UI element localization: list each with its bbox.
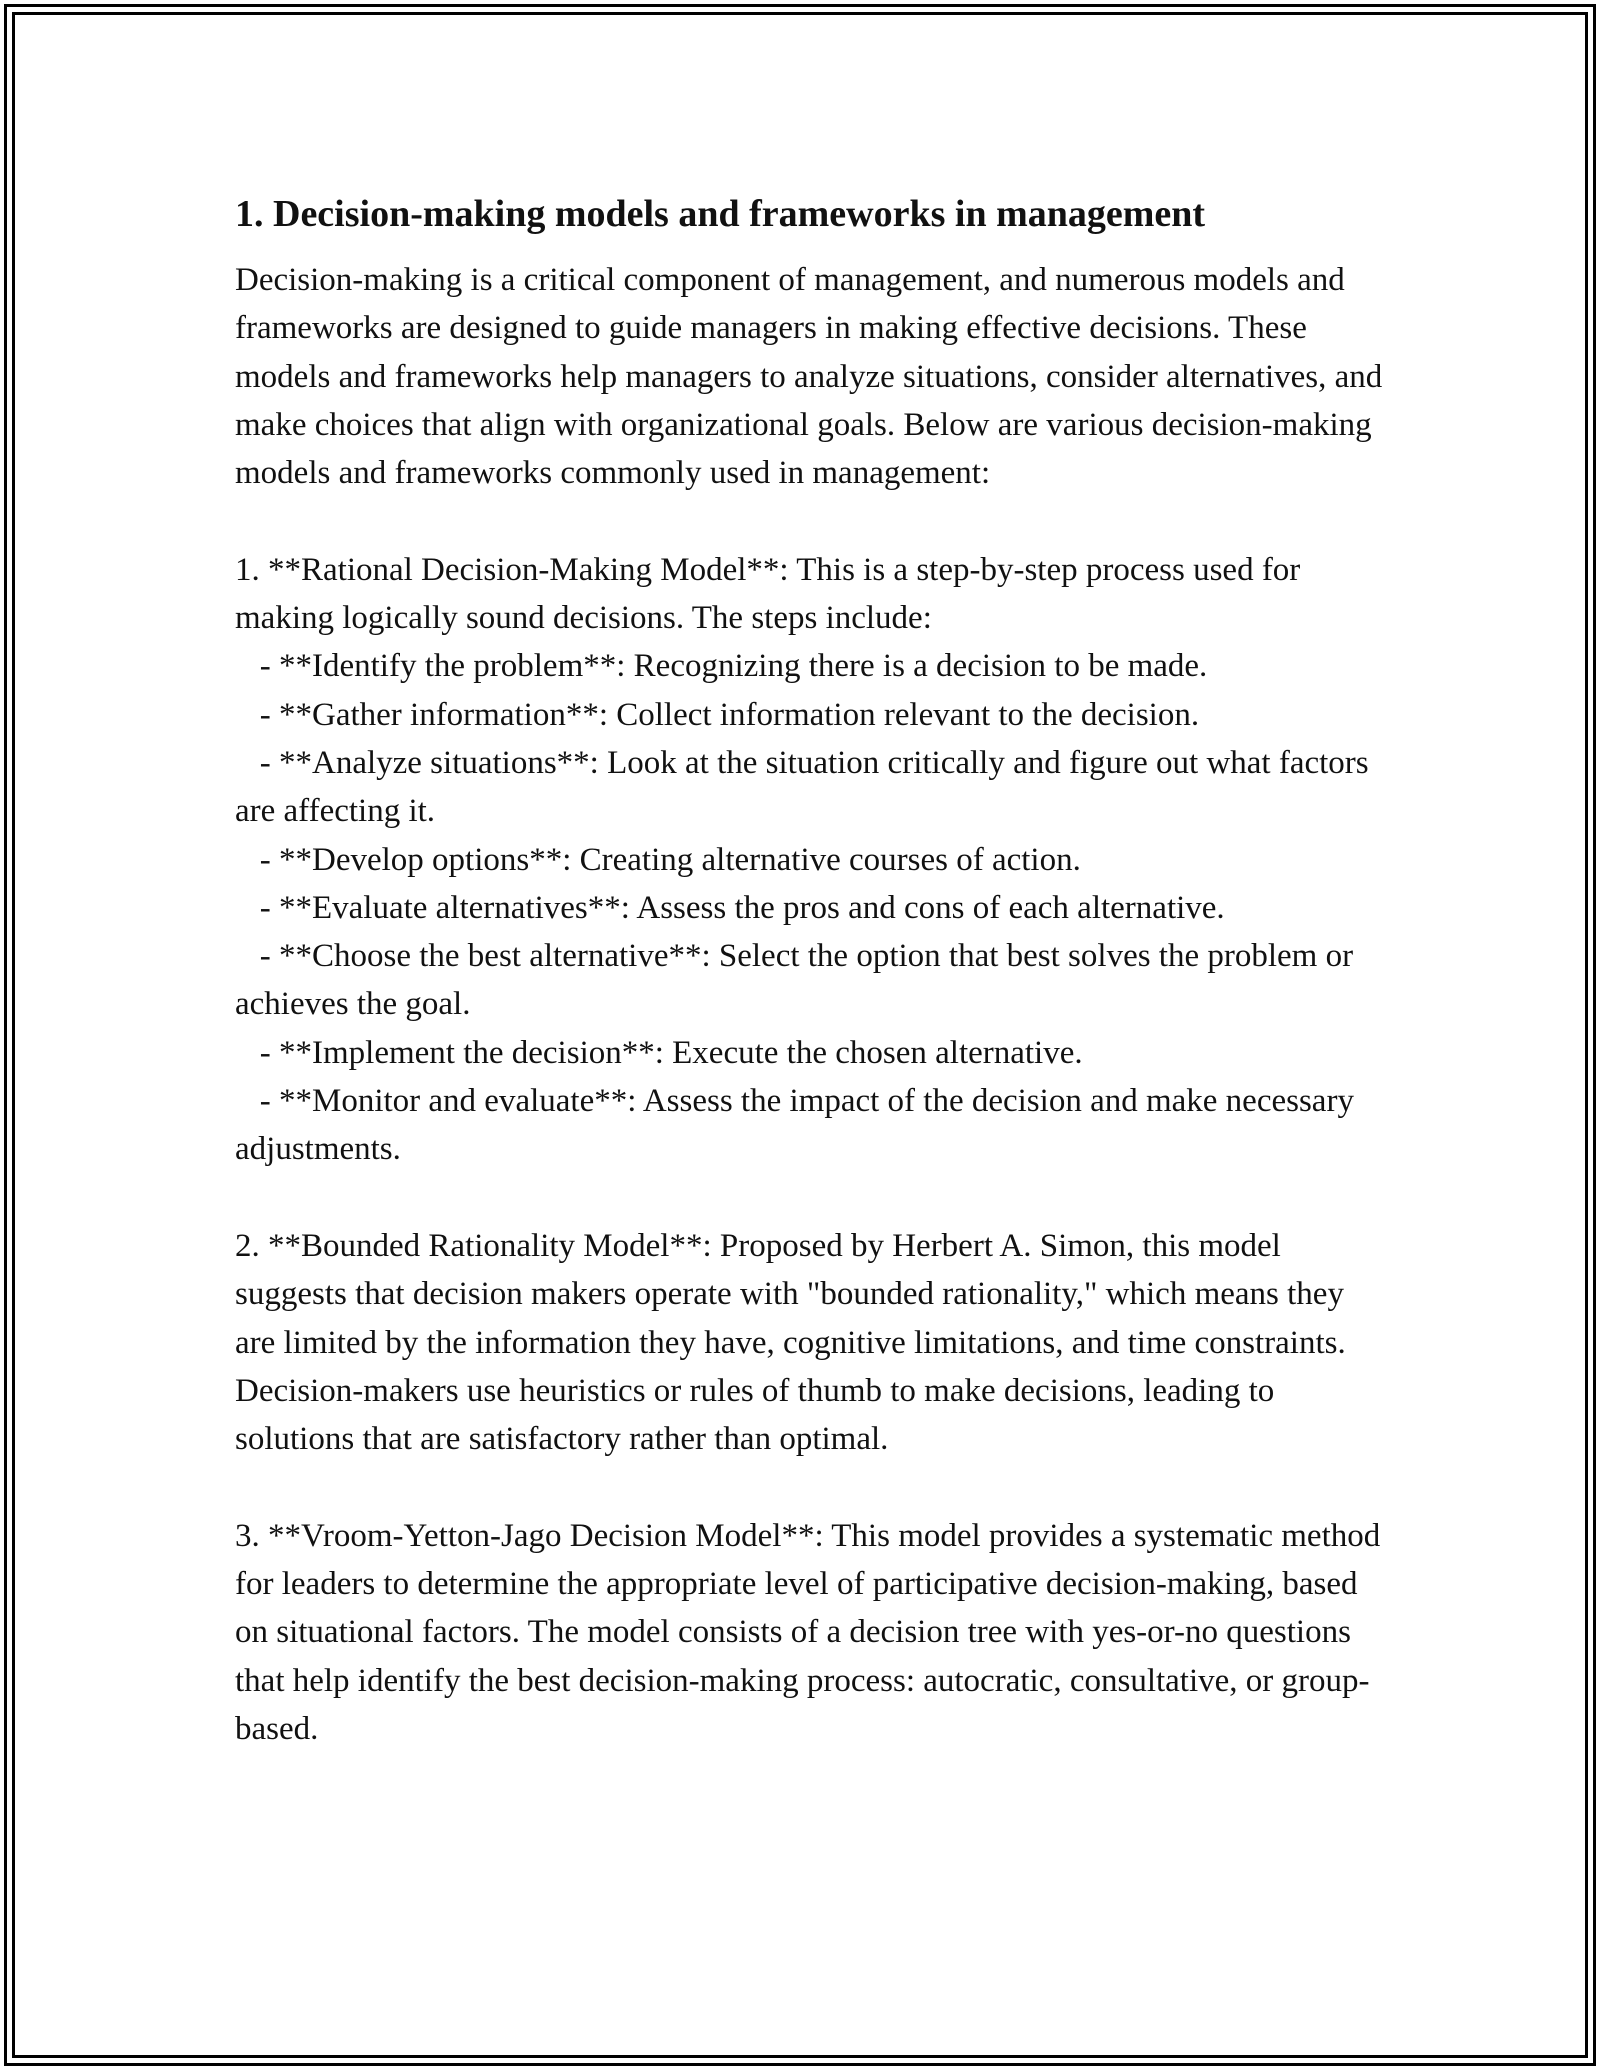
paragraph-gap	[235, 1463, 1385, 1511]
intro-paragraph: Decision-making is a critical component of management, and numerous models and frameworks are designed to guide managers in making effective decisions. These models and frameworks help managers to analyze situations, consider alternatives, and make choices that align with organizational goals. Below are various decision-making models and frameworks commonly used in management:	[235, 262, 1383, 492]
model-1-step: - **Choose the best alternative**: Select the option that best solves the problem or achieves the goal.	[235, 938, 1354, 1023]
document-body	[235, 256, 1385, 1753]
model-2-paragraph: 2. **Bounded Rationality Model**: Proposed by Herbert A. Simon, this model suggests that decision makers operate with "bounded rationality," which means they are limited by the information they have, cognitive limitations, and time constraints. Decision-makers use heuristics or rules of thumb to make decisions, leading to solutions that are satisfactory rather than optimal.	[235, 1227, 1346, 1458]
model-3-paragraph: 3. **Vroom-Yetton-Jago Decision Model**: This model provides a systematic method for leaders to determine the appropriate level of participative decision-making, based on situational factors. The model consists of a decision tree with yes-or-no questions that help identify the best decision-making process: autocratic, consultative, or group-based.	[235, 1517, 1381, 1747]
model-1-step: - **Identify the problem**: Recognizing there is a decision to be made.	[235, 648, 1208, 685]
model-1-paragraph: 1. **Rational Decision-Making Model**: This is a step-by-step process used for making logically sound decisions. The steps include:	[235, 551, 1301, 637]
model-1-step: - **Gather information**: Collect information relevant to the decision.	[235, 696, 1200, 733]
paragraph-gap	[235, 1174, 1385, 1222]
model-1-step: - **Monitor and evaluate**: Assess the impact of the decision and make necessary adjustments.	[235, 1083, 1354, 1168]
model-1-step: - **Develop options**: Creating alternative courses of action.	[235, 841, 1081, 878]
model-1-step: - **Evaluate alternatives**: Assess the pros and cons of each alternative.	[235, 889, 1225, 926]
model-1-step: - **Implement the decision**: Execute the chosen alternative.	[235, 1034, 1083, 1071]
section-heading: 1. Decision-making models and frameworks in management	[235, 193, 1206, 235]
paragraph-gap	[235, 497, 1385, 545]
document-content	[235, 186, 1385, 1753]
model-1-step: - **Analyze situations**: Look at the situation critically and figure out what factors are affecting it.	[235, 744, 1369, 830]
